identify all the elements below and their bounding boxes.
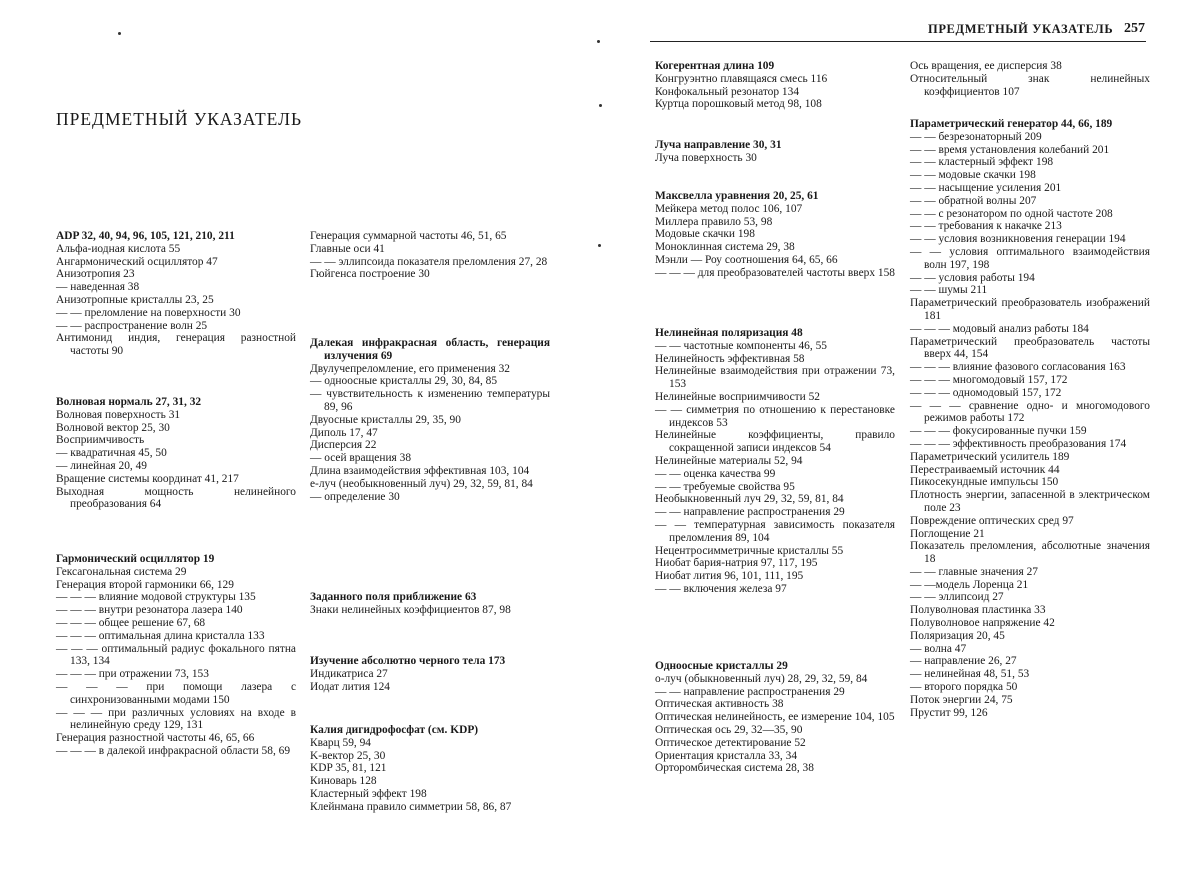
index-entry: ADP 32, 40, 94, 96, 105, 121, 210, 211	[56, 230, 235, 242]
index-entry: Оптическая нелинейность, ее измерение 104, 105	[655, 711, 895, 724]
index-entry: Пикосекундные импульсы 150	[910, 476, 1059, 489]
index-entry: Нелинейность эффективная 58	[655, 352, 805, 365]
index-entry: Поглощение 21	[910, 527, 985, 540]
index-block	[56, 553, 296, 758]
page-title: ПРЕДМЕТНЫЙ УКАЗАТЕЛЬ	[56, 109, 303, 129]
index-block	[310, 724, 550, 814]
index-entry: Волновой вектор 25, 30	[56, 421, 170, 434]
index-entry: Ангармонический осциллятор 47	[56, 255, 218, 268]
index-entry: — — насыщение усиления 201	[910, 181, 1062, 194]
index-entry: Клейнмана правило симметрии 58, 86, 87	[310, 800, 512, 813]
index-entry: — — температурная зависимость показателя преломления 89, 104	[655, 518, 895, 544]
index-entry: Оптическая ось 29, 32—35, 90	[655, 723, 803, 736]
index-entry: Нелинейные коэффициенты, правило сокращенной записи индексов 54	[655, 429, 895, 455]
index-block	[310, 591, 550, 617]
index-entry: Нелинейные материалы 52, 94	[655, 454, 803, 467]
index-block	[56, 230, 296, 358]
index-entry: Ось вращения, ее дисперсия 38	[910, 60, 1062, 72]
index-entry: — определение 30	[310, 490, 400, 503]
index-entry: — — — общее решение 67, 68	[56, 616, 206, 629]
index-entry: Моноклинная система 29, 38	[655, 241, 795, 254]
index-entry: Изучение абсолютно черного тела 173	[310, 655, 506, 667]
index-entry: — наведенная 38	[56, 281, 140, 294]
index-entry: — —модель Лоренца 21	[910, 578, 1029, 591]
index-entry: Луча поверхность 30	[655, 151, 757, 164]
index-entry: — — шумы 211	[910, 284, 988, 297]
index-entry: — — условия возникновения генерации 194	[910, 233, 1126, 246]
index-entry: — — — оптимальный радиус фокального пятна 133, 134	[56, 642, 296, 668]
index-block	[310, 655, 550, 693]
index-entry: — направление 26, 27	[910, 655, 1017, 668]
index-entry: Волновая нормаль 27, 31, 32	[56, 396, 202, 408]
index-entry: — — безрезонаторный 209	[910, 130, 1042, 143]
index-entry: Нелинейные взаимодействия при отражении 73, 153	[655, 365, 895, 391]
index-entry: — — главные значения 27	[910, 565, 1038, 578]
index-entry: Параметрический преобразователь частоты вверх 44, 154	[910, 335, 1150, 361]
index-block	[655, 327, 895, 596]
index-entry: Максвелла уравнения 20, 25, 61	[655, 190, 819, 202]
index-entry: Относительный знак нелинейных коэффициентов 107	[910, 72, 1150, 98]
index-entry: Параметрический генератор 44, 66, 189	[910, 118, 1113, 130]
index-entry: — — — многомодовый 157, 172	[910, 373, 1068, 386]
index-entry: — — включения железа 97	[655, 582, 787, 595]
index-entry: Гексагональная система 29	[56, 565, 187, 578]
index-entry: Когерентная длина 109	[655, 60, 775, 72]
index-entry: Параметрический усилитель 189	[910, 450, 1070, 463]
index-entry: Нецентросимметричные кристаллы 55	[655, 544, 844, 557]
scan-speck	[597, 40, 600, 43]
running-head: ПРЕДМЕТНЫЙ УКАЗАТЕЛЬ	[928, 22, 1114, 36]
index-block	[56, 396, 296, 511]
index-entry: — — — влияние фазового согласования 163	[910, 361, 1126, 374]
index-entry: Поляризация 20, 45	[910, 629, 1005, 642]
index-entry: Конфокальный резонатор 134	[655, 85, 800, 98]
index-entry: Альфа-иодная кислота 55	[56, 242, 181, 255]
index-entry: — — — фокусированные пучки 159	[910, 425, 1087, 438]
index-entry: Генерация суммарной частоты 46, 51, 65	[310, 230, 507, 242]
index-entry: — — — сравнение одно- и многомодового режимов работы 172	[910, 399, 1150, 425]
index-entry: — нелинейная 48, 51, 53	[910, 668, 1030, 681]
index-entry: — — обратной волны 207	[910, 194, 1037, 207]
index-entry: Необыкновенный луч 29, 32, 59, 81, 84	[655, 493, 844, 506]
index-entry: — — эллипсоид 27	[910, 591, 1004, 604]
index-entry: Параметрический преобразователь изображений 181	[910, 297, 1150, 322]
index-entry: Перестраиваемый источник 44	[910, 463, 1060, 476]
index-entry: Анизотропные кристаллы 23, 25	[56, 293, 214, 306]
scan-speck	[599, 104, 602, 107]
page-number: 257	[1124, 21, 1145, 36]
index-entry: — — частотные компоненты 46, 55	[655, 339, 827, 352]
index-entry: — — эллипсоида показателя преломления 27, 28	[310, 255, 548, 268]
index-entry: Дисперсия 22	[310, 439, 377, 452]
index-entry: KDP 35, 81, 121	[310, 762, 387, 775]
index-entry: Показатель преломления, абсолютные значения 18	[910, 540, 1150, 566]
index-entry: Луча направление 30, 31	[655, 139, 782, 151]
index-entry: — — — при отражении 73, 153	[56, 668, 209, 681]
index-entry: Нелинейные восприимчивости 52	[655, 390, 820, 403]
index-entry: Одноосные кристаллы 29	[655, 660, 788, 672]
index-entry: Модовые скачки 198	[655, 228, 755, 241]
index-entry: Выходная мощность нелинейного преобразования 64	[56, 485, 296, 511]
index-entry: Мейкера метод полос 106, 107	[655, 202, 803, 215]
index-entry: — — требуемые свойства 95	[655, 480, 795, 493]
index-entry: Гюйгенса построение 30	[310, 268, 430, 281]
index-entry: — — — для преобразователей частоты вверх 158	[655, 266, 895, 279]
index-entry: Иодат лития 124	[310, 680, 391, 693]
index-entry: Плотность энергии, запасенной в электрическом поле 23	[910, 489, 1150, 514]
index-entry: — — — внутри резонатора лазера 140	[56, 604, 243, 617]
index-entry: Ниобат лития 96, 101, 111, 195	[655, 570, 804, 583]
index-entry: Знаки нелинейных коэффициентов 87, 98	[310, 603, 511, 616]
index-entry: Длина взаимодействия эффективная 103, 104	[310, 464, 530, 477]
index-entry: Анизотропия 23	[56, 268, 135, 281]
index-block	[910, 118, 1150, 719]
index-entry: — — — модовый анализ работы 184	[910, 322, 1089, 335]
index-entry: Двулучепреломление, его применения 32	[310, 362, 510, 375]
index-entry: Калия дигидрофосфат (см. KDP)	[310, 724, 479, 736]
index-entry: — — условия оптимального взаимодействия волн 197, 198	[910, 245, 1150, 271]
index-entry: Антимонид индия, генерация разностной частоты 90	[56, 332, 296, 358]
index-block	[910, 60, 1150, 98]
index-entry: Куртца порошковый метод 98, 108	[655, 98, 822, 111]
scan-speck	[598, 244, 601, 247]
index-entry: — — время установления колебаний 201	[910, 143, 1110, 156]
index-entry: Заданного поля приближение 63	[310, 591, 477, 603]
scan-speck	[118, 32, 121, 35]
index-entry: Кварц 59, 94	[310, 736, 371, 749]
index-entry: — — — при помощи лазера с синхронизованными модами 150	[56, 680, 296, 706]
index-entry: — — оценка качества 99	[655, 467, 776, 480]
index-entry: Восприимчивость	[56, 434, 145, 447]
index-entry: Миллера правило 53, 98	[655, 215, 773, 228]
index-entry: — — — оптимальная длина кристалла 133	[56, 629, 265, 642]
index-entry: Диполь 17, 47	[310, 426, 378, 439]
index-entry: — — — эффективность преобразования 174	[910, 437, 1127, 450]
index-block	[655, 139, 895, 165]
index-entry: — — условия работы 194	[910, 271, 1035, 284]
index-entry: Вращение системы координат 41, 217	[56, 472, 239, 485]
index-entry: — — направление распространения 29	[655, 685, 845, 698]
index-entry: Конгруэнтно плавящаяся смесь 116	[655, 72, 828, 85]
index-entry: Полуволновое напряжение 42	[910, 617, 1055, 630]
index-entry: Ориентация кристалла 33, 34	[655, 749, 798, 762]
index-block	[655, 60, 895, 111]
index-entry: Киноварь 128	[310, 775, 377, 788]
index-entry: — — распространение волн 25	[56, 319, 208, 332]
index-entry: Генерация разностной частоты 46, 65, 66	[56, 732, 255, 745]
header-rule	[650, 41, 1146, 42]
index-entry: — — — влияние модовой структуры 135	[56, 591, 256, 604]
index-entry: — одноосные кристаллы 29, 30, 84, 85	[310, 375, 498, 388]
index-block	[310, 337, 550, 503]
index-entry: Полуволновая пластинка 33	[910, 604, 1046, 617]
index-entry: — осей вращения 38	[310, 452, 412, 465]
index-entry: Генерация второй гармоники 66, 129	[56, 578, 234, 591]
index-entry: Далекая инфракрасная область, генерация излучения 69	[310, 337, 550, 362]
index-entry: — — преломление на поверхности 30	[56, 306, 241, 319]
index-entry: Индикатриса 27	[310, 667, 388, 680]
index-entry: — волна 47	[910, 642, 967, 655]
index-entry: Поток энергии 24, 75	[910, 693, 1013, 706]
index-entry: — — направление распространения 29	[655, 506, 845, 519]
index-entry: — — — одномодовый 157, 172	[910, 386, 1062, 399]
index-entry: — — — при различных условиях на входе в нелинейную среду 129, 131	[56, 706, 296, 732]
index-entry: Прустит 99, 126	[910, 706, 988, 719]
index-entry: Оптическое детектирование 52	[655, 736, 806, 749]
index-entry: — квадратичная 45, 50	[56, 447, 167, 460]
index-entry: K-вектор 25, 30	[310, 749, 386, 762]
index-entry: Оптическая активность 38	[655, 698, 784, 711]
index-entry: Гармонический осциллятор 19	[56, 553, 215, 565]
index-entry: — — с резонатором по одной частоте 208	[910, 207, 1113, 220]
index-entry: — чувствительность к изменению температуры 89, 96	[310, 388, 550, 413]
index-entry: Мэнли — Роу соотношения 64, 65, 66	[655, 253, 838, 266]
index-block	[655, 190, 895, 280]
index-entry: — — симметрия по отношению к перестановке индексов 53	[655, 403, 895, 429]
index-entry: Главные оси 41	[310, 242, 385, 255]
index-entry: Нелинейная поляризация 48	[655, 327, 803, 339]
index-entry: о-луч (обыкновенный луч) 28, 29, 32, 59, 84	[655, 672, 868, 685]
index-entry: — второго порядка 50	[910, 681, 1018, 694]
index-block	[655, 660, 895, 775]
index-entry: Орторомбическая система 28, 38	[655, 762, 814, 775]
index-block	[310, 230, 550, 281]
index-entry: — линейная 20, 49	[56, 459, 147, 472]
index-entry: Волновая поверхность 31	[56, 408, 181, 421]
index-entry: — — модовые скачки 198	[910, 169, 1036, 182]
index-entry: — — кластерный эффект 198	[910, 156, 1054, 169]
index-entry: — — — в далекой инфракрасной области 58, 69	[56, 744, 291, 757]
index-entry: Кластерный эффект 198	[310, 787, 427, 800]
index-entry: е-луч (необыкновенный луч) 29, 32, 59, 81, 84	[310, 477, 533, 490]
index-entry: Двуосные кристаллы 29, 35, 90	[310, 413, 461, 426]
index-entry: Повреждение оптических сред 97	[910, 514, 1074, 527]
index-entry: Ниобат бария-натрия 97, 117, 195	[655, 557, 818, 570]
index-entry: — — требования к накачке 213	[910, 220, 1062, 233]
